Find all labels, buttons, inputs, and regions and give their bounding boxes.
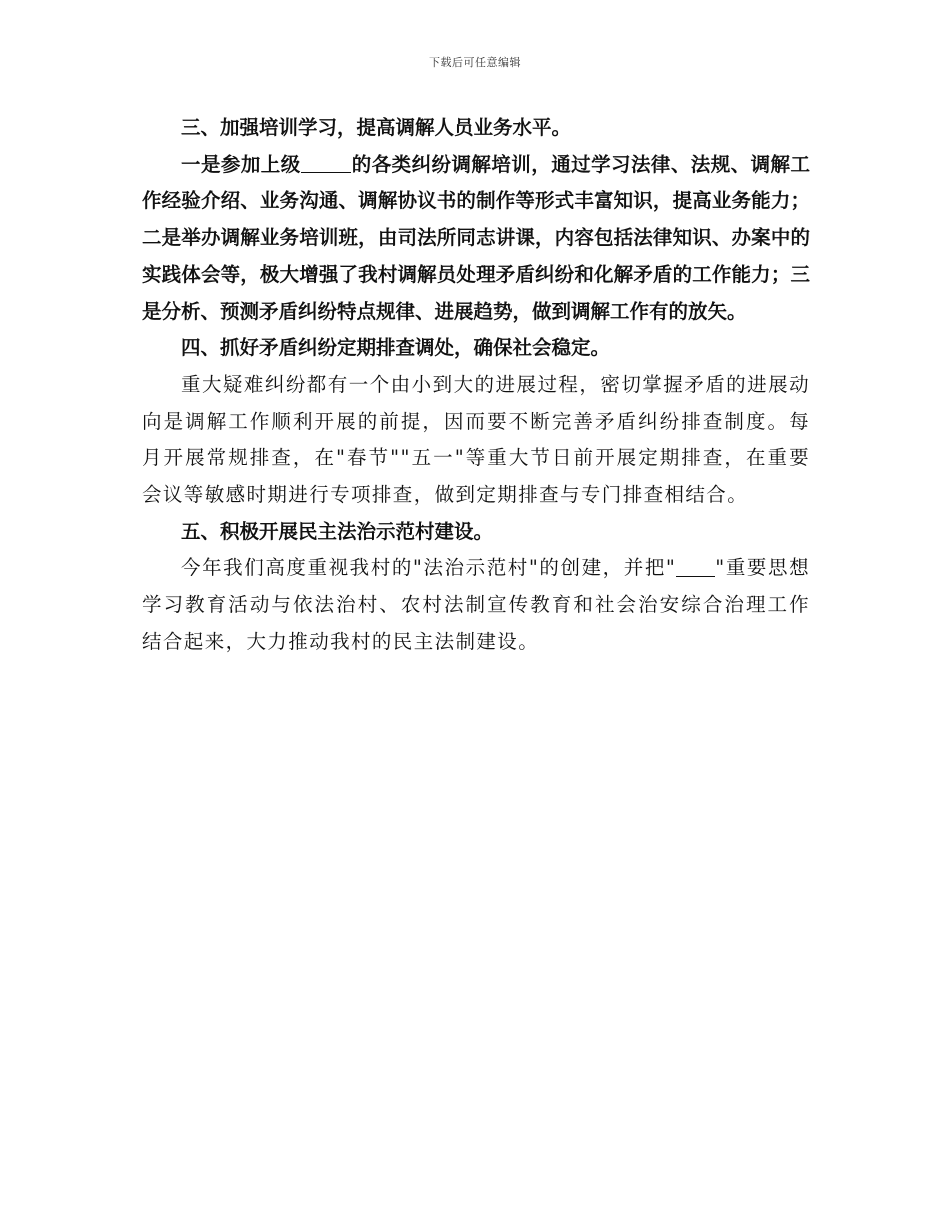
section-5-heading: 五、积极开展民主法治示范村建设。: [181, 519, 494, 543]
page-header: 下载后可任意编辑: [429, 56, 521, 69]
section-5-text-rest: "重要思想学习教育活动与依法治村、农村法制宣传教育和社会治安综合治理工作结合起来，大力推动我村的民主法制建设。: [142, 556, 810, 653]
section-3-heading: 三、加强培训学习，提高调解人员业务水平。: [181, 116, 572, 139]
section-5-text-start: 今年我们高度重视我村的"法治示范村"的创建，并把": [181, 556, 677, 580]
document-body: [142, 110, 810, 661]
blank-underline: [301, 153, 352, 174]
blank-underline: [676, 556, 715, 577]
section-3-paragraph: [142, 147, 810, 331]
section-3-text-start: 一是参加上级: [181, 152, 301, 176]
section-3-text-rest: 的各类纠纷调解培训，通过学习法律、法规、调解工作经验介绍、业务沟通、调解协议书的制作等形式丰富知识，提高业务能力；二是举办调解业务培训班，由司法所同志讲课，内容包括法律知识、办案中的实践体会等，极大增强了我村调解员处理矛盾纠纷和化解矛盾的工作能力；三是分析、预测矛盾纠纷特点规律、进展趋势，做到调解工作有的放矢。: [142, 152, 810, 323]
section-4-heading: 四、抓好矛盾纠纷定期排查调处，确保社会稳定。: [181, 336, 611, 360]
section-4-paragraph: 重大疑难纠纷都有一个由小到大的进展过程，密切掌握矛盾的进展动向是调解工作顺利开展的前提，因而要不断完善矛盾纠纷排查制度。每月开展常规排查，在"春节""五一"等重大节日前开展定期排查，在重要会议等敏感时期进行专项排查，做到定期排查与专门排查相结合。: [142, 372, 810, 507]
section-5-paragraph: [142, 550, 810, 660]
